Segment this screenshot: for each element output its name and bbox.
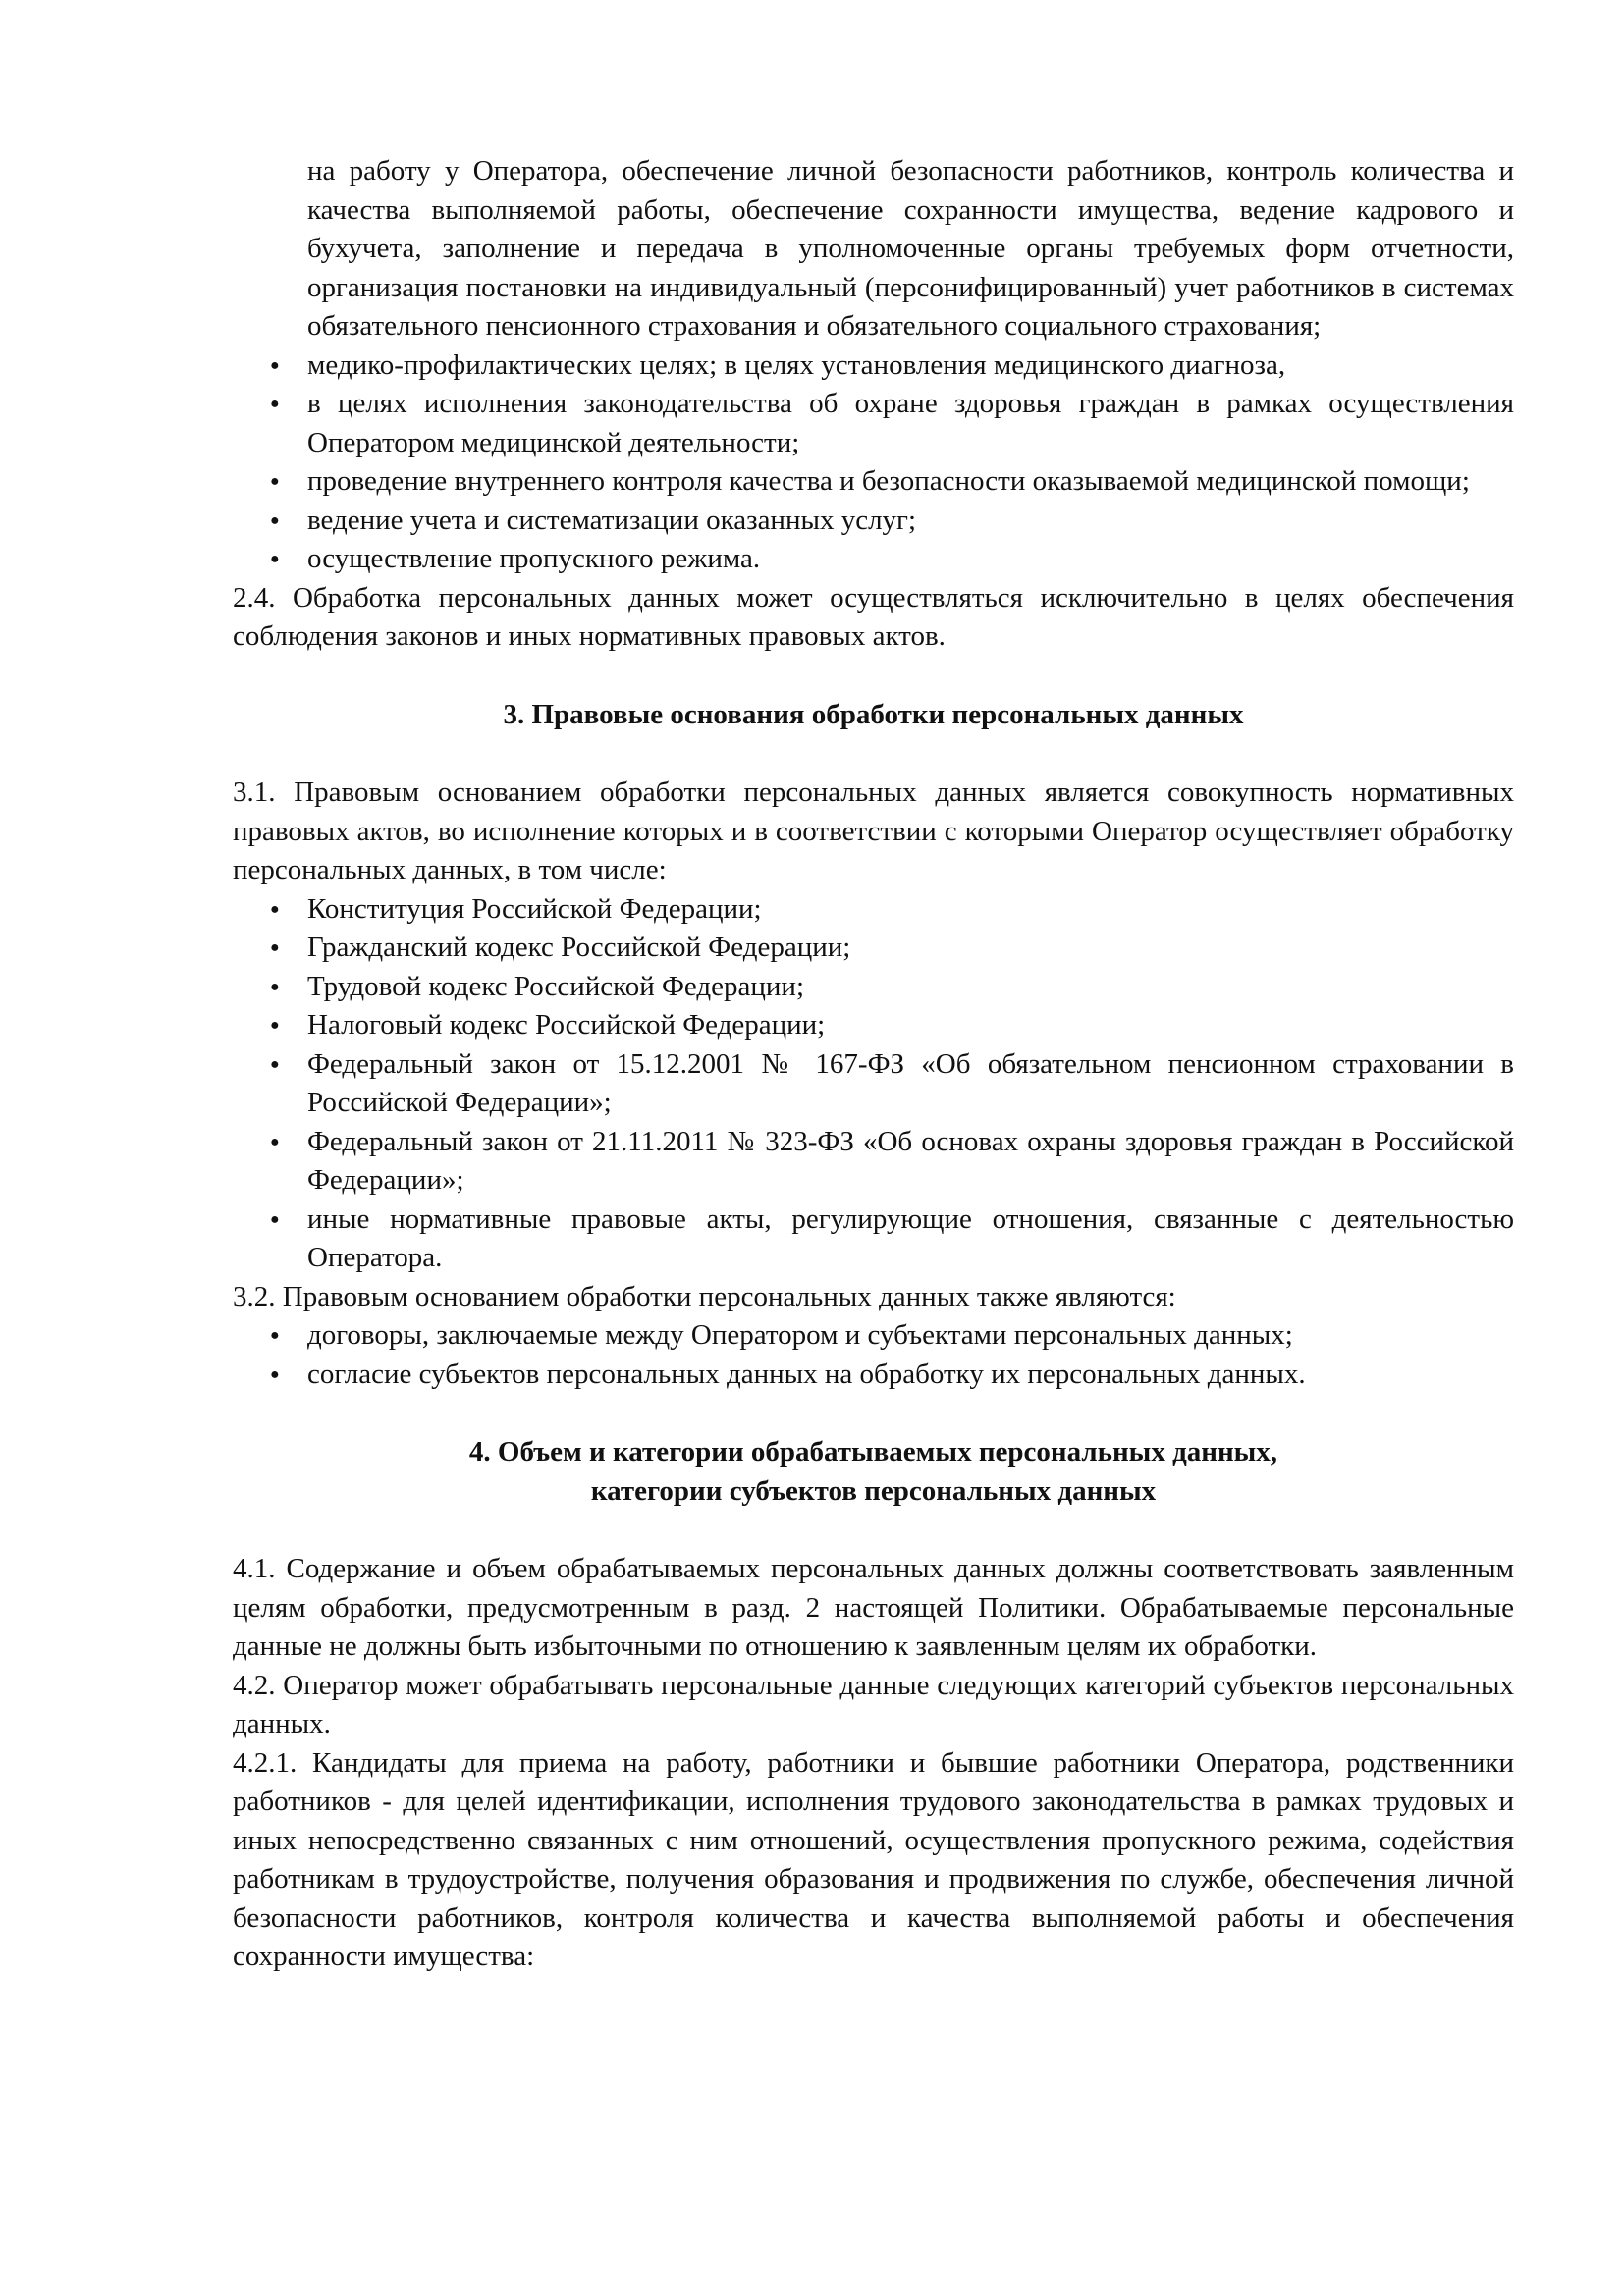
clause-2-4: 2.4. Обработка персональных данных может осуществляться исключительно в целях обеспечения соблюдения законов и иных нормативных правовых актов.	[233, 581, 1514, 652]
list-item: ● согласие субъектов персональных данных на обработку их персональных данных.	[307, 1356, 1514, 1395]
list-item: ● Конституция Российской Федерации;	[307, 890, 1514, 930]
legal-acts-list	[233, 890, 1514, 1278]
list-item: ● ведение учета и систематизации оказанных услуг;	[307, 502, 1514, 541]
list-item: ● в целях исполнения законодательства об охране здоровья граждан в рамках осуществления Оператором медицинской деятельности;	[307, 385, 1514, 462]
purpose-continuation: на работу у Оператора, обеспечение личной безопасности работников, контроль количества и качества выполняемой работы, обеспечение сохранности имущества, ведение кадрового и бухучета, заполнение и передача в уполномоченные органы требуемых форм отчетности, организация постановки на индивидуальный (персонифицированный) учет работников в системах обязательного пенсионного страхования и обязательного социального страхования;	[307, 155, 1514, 342]
clause-4-2-1: 4.2.1. Кандидаты для приема на работу, работники и бывшие работники Оператора, родственники работников - для целей идентификации, исполнения трудового законодательства в рамках трудовых и иных непосредственно связанных с ним отношений, осуществления пропускного режима, содействия работникам в трудоустройстве, получения образования и продвижения по службе, обеспечения личной безопасности работников, контроля количества и качества выполняемой работы и обеспечения сохранности имущества:	[233, 1746, 1514, 1972]
list-item: ● договоры, заключаемые между Оператором и субъектами персональных данных;	[307, 1316, 1514, 1356]
list-item: ● Федеральный закон от 21.11.2011 № 323-ФЗ «Об основах охраны здоровья граждан в Российской Федерации»;	[307, 1123, 1514, 1201]
clause-3-1: 3.1. Правовым основанием обработки персональных данных является совокупность нормативных правовых актов, во исполнение которых и в соответствии с которыми Оператор осуществляет обработку персональных данных, в том числе:	[233, 776, 1514, 885]
purposes-list	[233, 347, 1514, 579]
list-item: ● Федеральный закон от 15.12.2001 № 167-ФЗ «Об обязательном пенсионном страховании в Российской Федерации»;	[307, 1045, 1514, 1123]
list-item: ● медико-профилактических целях; в целях установления медицинского диагноза,	[307, 347, 1514, 386]
section-4-heading-line-1: 4. Объем и категории обрабатываемых персональных данных,	[468, 1436, 1278, 1468]
list-item: ● проведение внутреннего контроля качества и безопасности оказываемой медицинской помощи;	[307, 462, 1514, 502]
section-4-heading-line-2: категории субъектов персональных данных	[590, 1474, 1157, 1507]
clause-4-2: 4.2. Оператор может обрабатывать персональные данные следующих категорий субъектов персональных данных.	[233, 1669, 1514, 1739]
list-item: ● Налоговый кодекс Российской Федерации;	[307, 1006, 1514, 1045]
list-item: ● Трудовой кодекс Российской Федерации;	[307, 968, 1514, 1007]
list-item: ● иные нормативные правовые акты, регулирующие отношения, связанные с деятельностью Оператора.	[307, 1201, 1514, 1278]
clause-3-2: 3.2. Правовым основанием обработки персональных данных также являются:	[233, 1280, 1176, 1312]
document-page	[233, 152, 1514, 1977]
clause-4-1: 4.1. Содержание и объем обрабатываемых персональных данных должны соответствовать заявленным целям обработки, предусмотренным в разд. 2 настоящей Политики. Обрабатываемые персональные данные не должны быть избыточными по отношению к заявленным целям их обработки.	[233, 1553, 1514, 1662]
legal-basis-list	[233, 1316, 1514, 1394]
list-item: ● Гражданский кодекс Российской Федерации;	[307, 929, 1514, 968]
list-item: ● осуществление пропускного режима.	[307, 540, 1514, 579]
section-3-heading: 3. Правовые основания обработки персональных данных	[503, 698, 1244, 730]
section-4-heading	[233, 1433, 1514, 1511]
